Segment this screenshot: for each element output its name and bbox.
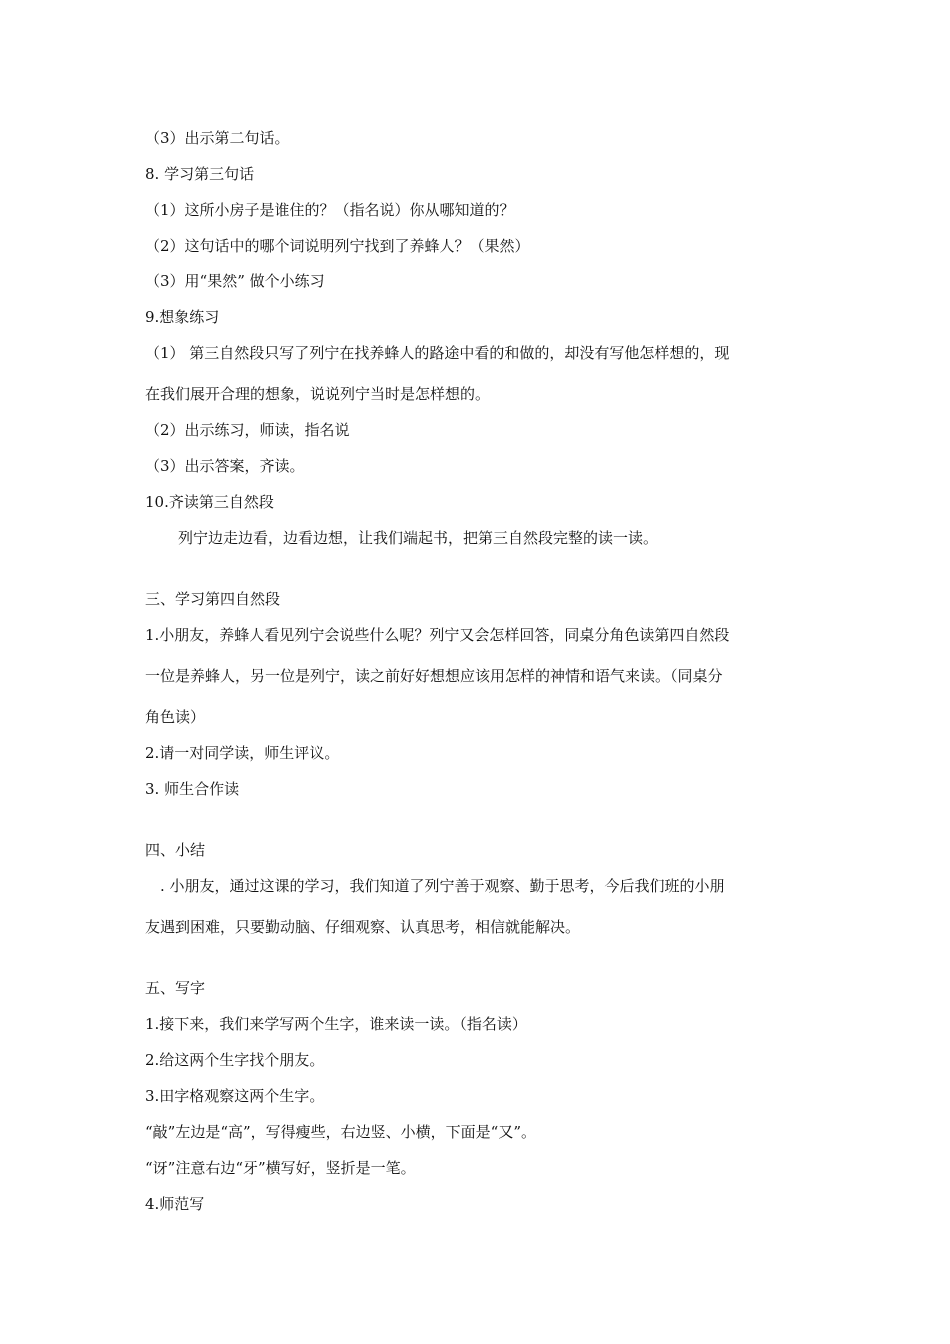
- text-line: 列宁边走边看，边看边想，让我们端起书，把第三自然段完整的读一读。: [178, 529, 659, 547]
- text-line: “敲”左边是“高”，写得瘦些，右边竖、小横，下面是“又”。: [145, 1123, 537, 1141]
- text-line: （3）出示第二句话。: [145, 129, 290, 147]
- text-line: 3.田字格观察这两个生字。: [145, 1087, 325, 1105]
- text-line: . 小朋友，通过这课的学习，我们知道了列宁善于观察、勤于思考，今后我们班的小朋: [160, 877, 725, 895]
- text-line: 4.师范写: [145, 1195, 205, 1213]
- text-line: （1）这所小房子是谁住的？（指名说）你从哪知道的？: [145, 201, 515, 219]
- text-line: （2）这句话中的哪个词说明列宁找到了养蜂人？（果然）: [145, 237, 530, 255]
- text-line: 3. 师生合作读: [145, 780, 240, 798]
- text-line: 2.给这两个生字找个朋友。: [145, 1051, 325, 1069]
- text-line: （1） 第三自然段只写了列宁在找养蜂人的路途中看的和做的，却没有写他怎样想的，现: [145, 344, 730, 362]
- section-heading: 四、小结: [145, 841, 206, 859]
- text-line: 一位是养蜂人，另一位是列宁，读之前好好想想应该用怎样的神情和语气来读。（同桌分: [145, 667, 723, 685]
- text-line: 2.请一对同学读，师生评议。: [145, 744, 340, 762]
- text-line: （3）出示答案，齐读。: [145, 457, 305, 475]
- text-line: 10.齐读第三自然段: [145, 493, 274, 511]
- text-line: （3）用“果然” 做个小练习: [145, 272, 325, 290]
- text-line: 1.小朋友，养蜂人看见列宁会说些什么呢？列宁又会怎样回答，同桌分角色读第四自然段: [145, 626, 730, 644]
- text-line: 在我们展开合理的想象，说说列宁当时是怎样想的。: [145, 385, 491, 403]
- text-line: 8. 学习第三句话: [145, 165, 255, 183]
- text-line: 9.想象练习: [145, 308, 220, 326]
- section-heading: 五、写字: [145, 979, 206, 997]
- text-line: 友遇到困难，只要勤动脑、仔细观察、认真思考，相信就能解决。: [145, 918, 581, 936]
- text-line: 1.接下来，我们来学写两个生字，谁来读一读。（指名读）: [145, 1015, 527, 1033]
- section-heading: 三、学习第四自然段: [145, 590, 281, 608]
- text-line: “讶”注意右边“牙”横写好，竖折是一笔。: [145, 1159, 416, 1177]
- text-line: 角色读）: [145, 708, 206, 726]
- text-line: （2）出示练习，师读，指名说: [145, 421, 350, 439]
